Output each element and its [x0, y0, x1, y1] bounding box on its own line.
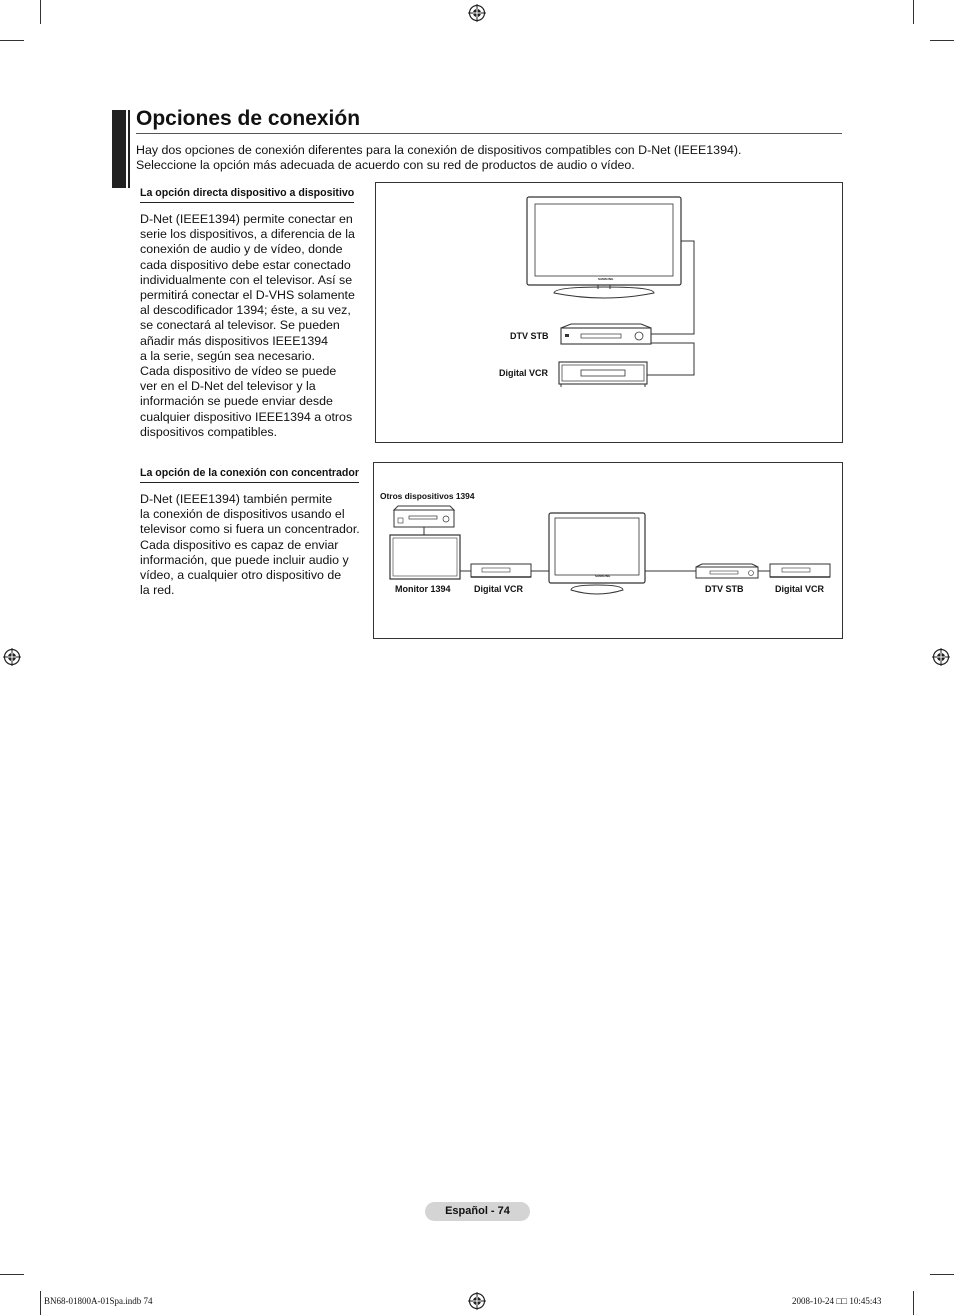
label-dtv-stb: DTV STB [705, 584, 744, 594]
text-line: permitirá conectar el D-VHS solamente [140, 288, 355, 303]
crop-mark [930, 40, 954, 41]
label-dtv-stb: DTV STB [510, 331, 549, 341]
cable-stb-vcr [647, 343, 694, 375]
text-line: información se puede enviar desde [140, 394, 333, 409]
section-text-hub [140, 492, 372, 598]
tv-icon [549, 513, 645, 594]
diagram-direct-illustration [376, 183, 842, 442]
text-line: se conectará al televisor. Se pueden [140, 318, 340, 333]
file-name-slug: BN68-01800A-01Spa.indb 74 [44, 1296, 153, 1306]
dtv-stb-icon [696, 564, 758, 578]
text-line: ver en el D-Net del televisor y la [140, 379, 316, 394]
tv-icon [527, 197, 681, 298]
label-monitor-1394: Monitor 1394 [395, 584, 451, 594]
text-line: añadir más dispositivos IEEE1394 [140, 333, 329, 348]
page-number-badge: Español - 74 [425, 1202, 530, 1221]
diagram-direct-connection [375, 182, 843, 443]
crop-mark [0, 40, 24, 41]
other-device-icon [394, 506, 454, 527]
diagram-hub-connection [373, 462, 843, 639]
label-digital-vcr: Digital VCR [499, 368, 549, 378]
registration-mark-icon [468, 4, 486, 22]
diagram-hub-illustration [374, 463, 842, 638]
registration-mark-icon [932, 648, 950, 666]
text-line: información, que puede incluir audio y [140, 552, 349, 567]
text-line: televisor como si fuera un concentrador. [140, 522, 360, 537]
intro-line: Hay dos opciones de conexión diferentes para la conexión de dispositivos compatibles con D-Net (IEEE1394). [136, 143, 742, 157]
text-line: D-Net (IEEE1394) permite conectar en [140, 212, 353, 226]
section-heading-direct: La opción directa dispositivo a dispositivo [140, 187, 354, 203]
crop-mark [40, 0, 41, 24]
section-text-direct [140, 212, 372, 440]
text-line: D-Net (IEEE1394) también permite [140, 492, 333, 506]
text-line: Cada dispositivo es capaz de enviar [140, 537, 339, 552]
text-line: la conexión de dispositivos usando el [140, 507, 345, 522]
label-digital-vcr-left: Digital VCR [474, 584, 524, 594]
crop-mark [913, 0, 914, 24]
intro-paragraph [136, 143, 836, 173]
text-line: cualquier dispositivo IEEE1394 a otros [140, 409, 353, 424]
digital-vcr-right-icon [770, 564, 830, 577]
monitor-1394-icon [390, 535, 460, 579]
text-line: la red. [140, 583, 175, 598]
digital-vcr-icon [559, 362, 647, 387]
registration-mark-icon [468, 1292, 486, 1310]
dtv-stb-icon [561, 324, 651, 344]
text-line: conexión de audio y de vídeo, donde [140, 242, 343, 257]
timestamp-slug: 2008-10-24 □□ 10:45:43 [792, 1296, 882, 1306]
label-other-devices: Otros dispositivos 1394 [380, 491, 475, 501]
digital-vcr-left-icon [471, 564, 531, 577]
text-line: a la serie, según sea necesario. [140, 348, 315, 363]
tv-brand-logo: SAMSUNG [598, 277, 614, 281]
crop-mark [930, 1274, 954, 1275]
tv-brand-logo: SAMSUNG [595, 574, 611, 578]
text-line: vídeo, a cualquier otro dispositivo de [140, 568, 342, 583]
crop-mark [913, 1291, 914, 1315]
section-heading-hub: La opción de la conexión con concentrador [140, 467, 359, 483]
label-digital-vcr-right: Digital VCR [775, 584, 825, 594]
text-line: Cada dispositivo de vídeo se puede [140, 364, 337, 379]
title-accent-bar [112, 110, 126, 188]
registration-mark-icon [3, 648, 21, 666]
title-divider [136, 133, 842, 134]
text-line: al descodificador 1394; éste, a su vez, [140, 303, 351, 318]
text-line: dispositivos compatibles. [140, 424, 278, 439]
text-line: individualmente con el televisor. Así se [140, 272, 353, 287]
intro-line: Seleccione la opción más adecuada de acuerdo con su red de productos de audio o vídeo. [136, 158, 635, 172]
text-line: serie los dispositivos, a diferencia de la [140, 227, 355, 242]
page-title: Opciones de conexión [136, 107, 361, 130]
crop-mark [40, 1291, 41, 1315]
title-accent-bar [128, 110, 130, 188]
crop-mark [0, 1274, 24, 1275]
text-line: cada dispositivo debe estar conectado [140, 257, 351, 272]
